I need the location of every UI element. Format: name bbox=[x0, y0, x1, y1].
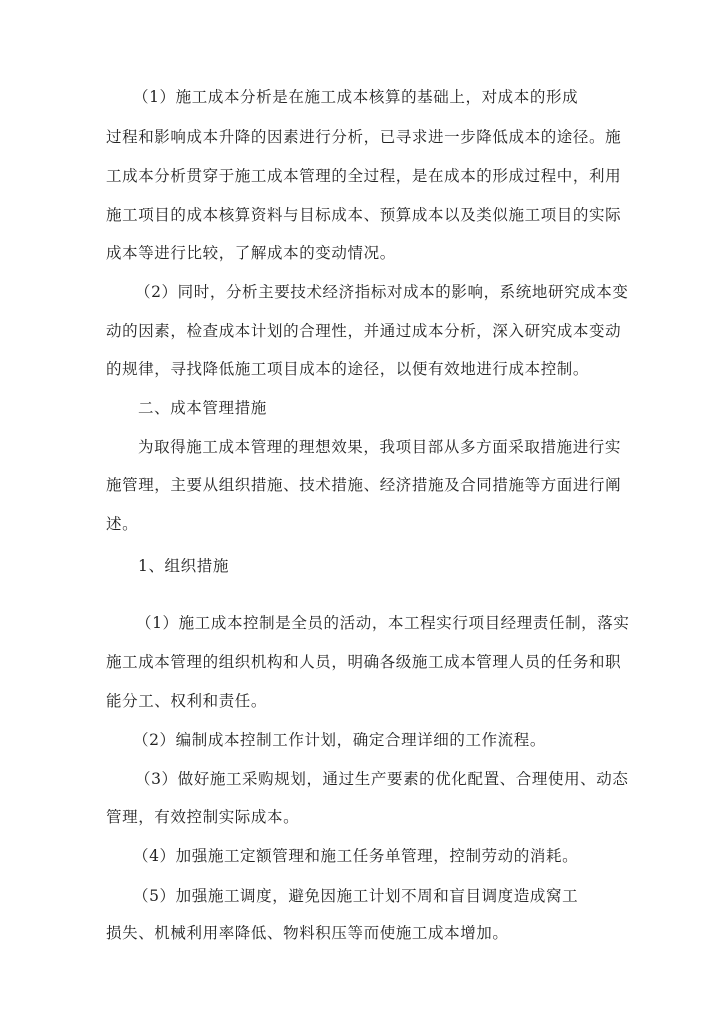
subsection-heading: 1、组织措施 bbox=[138, 557, 229, 575]
text-line: （5）加强施工调度，避免因施工计划不周和盲目调度造成窝工 bbox=[133, 887, 579, 905]
text-line: 动的因素，检查成本计划的合理性，并通过成本分析，深入研究成本变动 bbox=[106, 322, 622, 340]
text-line: （3）做好施工采购规划，通过生产要素的优化配置、合理使用、动态 bbox=[135, 770, 629, 788]
section-heading: 二、成本管理措施 bbox=[138, 399, 267, 417]
text-line: 能分工、权利和责任。 bbox=[106, 692, 268, 710]
text-line: 施工成本管理的组织机构和人员，明确各级施工成本管理人员的任务和职 bbox=[106, 653, 622, 671]
text-line: 工成本分析贯穿于施工成本管理的全过程，是在成本的形成过程中，利用 bbox=[106, 167, 622, 185]
text-line: 为取得施工成本管理的理想效果，我项目部从多方面采取措施进行实 bbox=[138, 438, 622, 456]
text-line: 过程和影响成本升降的因素进行分析，已寻求进一步降低成本的途径。施 bbox=[106, 128, 622, 146]
text-line: （2）同时，分析主要技术经济指标对成本的影响，系统地研究成本变 bbox=[135, 283, 629, 301]
text-line: 的规律，寻找降低施工项目成本的途径，以便有效地进行成本控制。 bbox=[106, 360, 590, 378]
text-line: 施管理，主要从组织措施、技术措施、经济措施及合同措施等方面进行阐 bbox=[106, 476, 622, 494]
text-line: 施工项目的成本核算资料与目标成本、预算成本以及类似施工项目的实际 bbox=[106, 206, 622, 224]
text-line: （4）加强施工定额管理和施工任务单管理，控制劳动的消耗。 bbox=[133, 847, 579, 865]
text-line: 损失、机械利用率降低、物料积压等而使施工成本增加。 bbox=[106, 924, 509, 942]
text-line: 述。 bbox=[106, 515, 139, 533]
text-line: 管理，有效控制实际成本。 bbox=[106, 808, 300, 826]
text-line: 成本等进行比较，了解成本的变动情况。 bbox=[106, 244, 396, 262]
text-line: （1）施工成本控制是全员的活动，本工程实行项目经理责任制，落实 bbox=[136, 614, 630, 632]
text-line: （1）施工成本分析是在施工成本核算的基础上，对成本的形成 bbox=[133, 88, 579, 106]
text-line: （2）编制成本控制工作计划，确定合理详细的工作流程。 bbox=[133, 731, 546, 749]
